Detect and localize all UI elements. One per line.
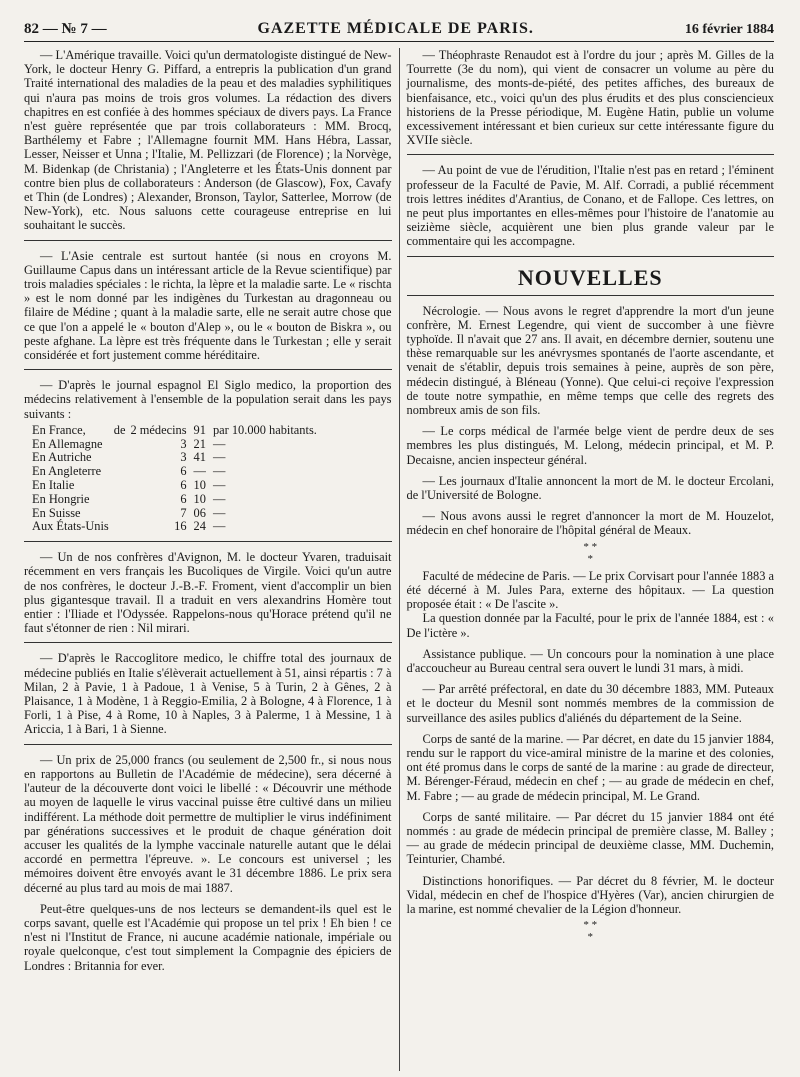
divider (24, 369, 392, 370)
issue-date: 16 février 1884 (684, 22, 774, 37)
article-erudition: — Au point de vue de l'érudition, l'Italie n'est pas en retard ; l'éminent professeur de la Faculté de Pavie, M. Alf. Corradi, a publié récemment trois lettres inédites d'Arantius, de Conano, et de Fallope. Ces lettres, on ne peut plus importantes en elles-mêmes pour l'histoire de l'anatomie au seizième siècle, acquièrent une bien plus grande valeur par le commentaire qui les accompagne. (406, 163, 774, 249)
article-siglo-medico: — D'après le journal espagnol El Siglo medico, la proportion des médecins relativement à l'ensemble de la population serait dans les pays suivants : (24, 378, 392, 421)
news-houzelot: — Nous avons aussi le regret d'annoncer la mort de M. Houzelot, médecin en chef honoraire de l'hôpital général de Meaux. (406, 509, 774, 538)
table-row (32, 493, 322, 507)
page-number: 82 — № 7 — (24, 21, 107, 37)
table-cell: Aux États-Unis (32, 519, 109, 534)
article-epiciers: Peut-être quelques-uns de nos lecteurs se demandent-ils quel est le corps savant, quelle est l'Académie qui propose un tel prix ! Eh bien ! ce n'est ni l'Institut de France, ni aucune académie nationale, impériale ou royale quelconque, c'est tout simplement la Compagnie des épiciers de Londres : Britannia for ever. (24, 901, 392, 973)
table-cell: 21 (193, 436, 206, 451)
table-cell: — (212, 436, 226, 451)
table-cell: — (212, 491, 226, 506)
table-cell (114, 493, 131, 507)
table-cell: 2 médecins (130, 422, 187, 437)
table-row (32, 507, 322, 521)
table-cell: 3 (180, 450, 187, 465)
table-cell: 24 (193, 519, 206, 534)
table-cell (114, 479, 131, 493)
table-cell: 10 (193, 491, 206, 506)
table-cell: par 10.000 habitants. (212, 422, 317, 437)
news-militaire: Corps de santé militaire. — Par décret du 15 janvier 1884 ont été nommés : au grade de médecin principal de première classe, M. Balley ; — au grade de médecin principal de deuxième classe, MM. Duchemin, Teinturier, Chambé. (406, 809, 774, 867)
table-cell: 6 (180, 478, 187, 493)
table-cell (114, 507, 131, 521)
news-arrete: — Par arrêté préfectoral, en date du 30 décembre 1883, MM. Puteaux et le docteur du Mesnil sont nommés membres de la commission de surveillance des asiles publics d'aliénés du département de la Seine. (406, 682, 774, 725)
right-column (399, 48, 775, 1071)
section-heading-nouvelles: NOUVELLES (517, 264, 663, 290)
table-cell: En Autriche (32, 450, 92, 465)
divider (24, 541, 392, 542)
table-cell (114, 465, 131, 479)
news-faculte: Faculté de médecine de Paris. — Le prix Corvisart pour l'année 1883 a été décerné à M. Jules Para, externe des hôpitaux. — La question proposée était : « De l'ascite ». (406, 568, 774, 612)
divider (24, 642, 392, 643)
table-cell: 10 (193, 478, 206, 493)
table-cell: 41 (193, 450, 206, 465)
divider (407, 256, 775, 257)
article-journaux-italie: — D'après le Raccoglitore medico, le chiffre total des journaux de médecine publiés en Italie s'élèverait actuellement à 51, ainsi répartis : 7 à Milan, 2 à Pavie, 1 à Padoue, 1 à Venise, 5 à Turin, 2 à Gênes, 2 à Plaisance, 1 à Modène, 1 à Reggio-Emilia, 2 à Bologne, 4 à Florence, 1 à Forli, 1 à Pise, 4 à Rome, 10 à Naples, 3 à Palerme, 1 à Messine, 1 à Ariccia, 1 à Bari, 1 à Sienne. (24, 651, 392, 737)
page-header (24, 8, 774, 42)
table-cell: — (212, 450, 226, 465)
table-row (32, 465, 322, 479)
table-cell (114, 451, 131, 465)
table-cell: 7 (180, 505, 187, 520)
news-ictere: La question donnée par la Faculté, pour le prix de l'année 1884, est : « De l'ictère ». (406, 611, 774, 640)
journal-title: GAZETTE MÉDICALE DE PARIS. (257, 20, 534, 37)
article-prix-vaccin: — Un prix de 25,000 francs (ou seulement de 2,500 fr., si nous nous en rapportons au Bulletin de l'Académie de médecine), sera décerné à l'auteur de la découverte dont voici le libellé : « Découvrir une méthode au moyen de laquelle le virus vaccinal puisse être cultivé dans un milieu indifférent. La méthode doit permettre de multiplier le virus indéfiniment par générations successives et le produit de chaque génération doit accuser les qualités de la lymphe vaccinale naturelle autant que le délai accordé en permettra l'épreuve. ». Le concours est universel ; les mémoires doivent être envoyés avant le 31 décembre 1886. Le prix sera décerné au plus tard au mois de mai 1887. (24, 752, 392, 895)
table-cell: — (212, 519, 226, 534)
table-cell (114, 520, 131, 534)
physician-ratio-table (32, 424, 322, 534)
table-cell: — (212, 464, 226, 479)
table-cell: 6 (180, 491, 187, 506)
table-cell: En Allemagne (32, 436, 103, 451)
table-cell: 6 (180, 464, 187, 479)
article-asie: — L'Asie centrale est surtout hantée (si nous en croyons M. Guillaume Capus dans un intéressant article de la Revue scientifique) par trois maladies spéciales : le richta, la lèpre et la maladie sarte. Le « rischta » est le nom donné par les indigènes du Turkestan au dragonneau ou filaire de Médine ; quant à la maladie sarte, elle ne serait autre chose que ce que l'on a appelé le « bouton d'Alep », ou le « bouton de Biskra », ou peste afghane. La lèpre est très fréquente dans le Turkestan ; elle y serait considérée et fort justement comme héréditaire. (24, 248, 392, 363)
table-row (32, 424, 322, 438)
left-column (24, 48, 399, 1071)
table-cell: — (212, 505, 226, 520)
news-ercolani: — Les journaux d'Italie annoncent la mort de M. le docteur Ercolani, de l'Université de Bologne. (406, 473, 774, 503)
table-cell: 91 (193, 422, 206, 437)
news-armee-belge: — Le corps médical de l'armée belge vient de perdre deux de ses membres les plus distingués, M. Lelong, médecin principal, et M. P. Decaisne, ancien inspecteur général. (406, 424, 774, 467)
news-distinctions: Distinctions honorifiques. — Par décret du 8 février, M. le docteur Vidal, médecin en chef de l'hospice d'Hyères (Var), ancien chirurgien de la marine, est nommé chevalier de la Légion d'honneur. (406, 873, 774, 916)
section-separator-stars: * * * (583, 540, 598, 565)
article-amerique: — L'Amérique travaille. Voici qu'un dermatologiste distingué de New-York, le docteur Henry G. Piffard, a entrepris la publication d'un grand Traité international des maladies de la peau et des maladies syphilitiques qui n'aura pas moins de trois gros volumes. La rédaction des divers chapitres en est confiée à des hommes spéciaux de divers pays. La France n'est guère représentée que par trois collaborateurs : MM. Brocq, Barthélemy et Fabre ; l'Allemagne fournit MM. Hans Hébra, Lassar, Lesser, Neisser et Unna ; l'Italie, M. Pellizzari (de Florence) ; la Norvège, M. Bidenkap (de Christania) ; l'Angleterre et les États-Unis donnent par contre bien plus de collaborateurs : Anderson (de Glascow), Fox, Cavafy et Thin (de Londres) ; Alexander, Bronson, Taylor, Satterlee, Morrow (de New-York), etc. Nous saluons cette courageuse entreprise en lui souhaitant le succès. (24, 48, 392, 233)
news-marine: Corps de santé de la marine. — Par décret, en date du 15 janvier 1884, rendu sur le rapport du vice-amiral ministre de la marine et des colonies, ont été promus dans le corps de santé de la marine : au grade de directeur, M. Bérenger-Féraud, médecin en chef ; — au grade de médecin en chef, M. Fabre ; — au grade de médecin principal, M. Le Grand. (406, 731, 774, 803)
table-cell: 16 (174, 519, 187, 534)
table-row (32, 451, 322, 465)
table-cell: de (113, 422, 126, 437)
table-cell: En Suisse (32, 505, 81, 520)
article-traduction: — Un de nos confrères d'Avignon, M. le docteur Yvaren, traduisait récemment en vers français les Bucoliques de Virgile. Voici qu'un autre de nos confrères, le docteur J.-B.-F. Froment, vient d'accomplir un bien plus gigantesque travail. Il a traduit en vers alexandrins Homère tout entier : l'Iliade et l'Odyssée. Rappelons-nous qu'Horace prétend qu'il ne faut s'étonner de rien : Nil mirari. (24, 550, 392, 636)
table-row (32, 479, 322, 493)
divider (407, 154, 775, 155)
table-row (32, 520, 322, 534)
table-cell: — (193, 464, 206, 479)
divider (24, 240, 392, 241)
table-cell: — (212, 478, 226, 493)
table-cell (114, 438, 131, 452)
table-cell: En Italie (32, 478, 75, 493)
columns (24, 48, 774, 1071)
news-necrologie: Nécrologie. — Nous avons le regret d'apprendre la mort d'un jeune confrère, M. Ernest Legendre, qui vient de succomber à une fièvre typhoïde. Il n'avait que 27 ans. Il avait, en décembre dernier, soutenu une thèse remarquable sur les anévrysmes spontanés de l'aorte ascendante, et venait de s'établir, depuis trois semaines à peine, auprès de son père, médecin distingué, à Bléneau (Yonne). Que celui-ci reçoive l'expression de toute notre sympathie, en même temps que celle des regrets des nombreux amis de son fils. (406, 303, 774, 418)
table-cell: 3 (180, 436, 187, 451)
article-renaudot: — Théophraste Renaudot est à l'ordre du jour ; après M. Gilles de la Tourrette (3e du nom), qui vient de consacrer un volume au père du journalisme, des monts-de-piété, des petites affiches, des bureaux de bienfaisance, etc., voici qu'un des plus érudits et des plus consciencieux historiens de la Presse périodique, M. Eugène Hatin, publie un volume excessivement intéressant et bien curieux sur cette intéressante figure du XVIIe siècle. (406, 48, 774, 148)
table-cell: En France, (32, 422, 86, 437)
news-assistance: Assistance publique. — Un concours pour la nomination à une place d'accoucheur au Bureau central sera ouvert le lundi 31 mars, à midi. (406, 646, 774, 675)
table-cell: 06 (193, 505, 206, 520)
table-row (32, 438, 322, 452)
table-cell: En Hongrie (32, 491, 90, 506)
table-cell: En Angleterre (32, 464, 102, 479)
section-separator-stars: * * * (583, 919, 598, 944)
divider (24, 744, 392, 745)
divider (407, 295, 775, 296)
